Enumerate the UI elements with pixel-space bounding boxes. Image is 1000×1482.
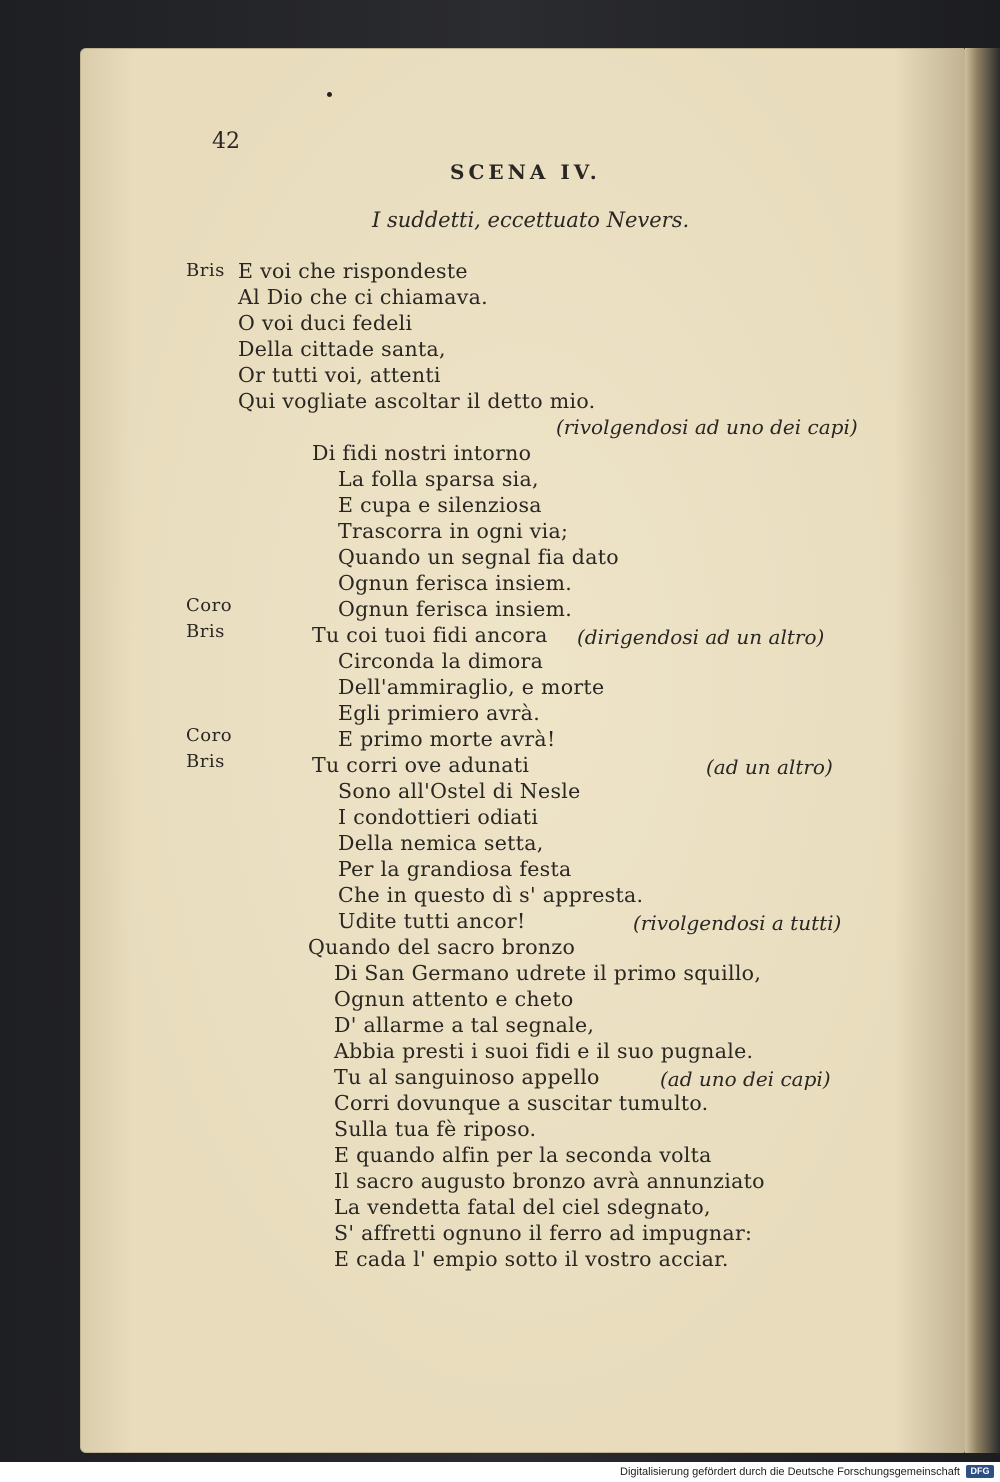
book-gutter	[965, 48, 1000, 1453]
verse-line: Trascorra in ogni via;	[338, 519, 569, 543]
verse-line: Abbia presti i suoi fidi e il suo pugnale.	[334, 1039, 754, 1063]
scene-title: SCENA IV.	[450, 160, 601, 184]
speaker-label: Bris	[186, 621, 225, 642]
verse-line: Di San Germano udrete il primo squillo,	[334, 961, 762, 985]
stage-direction: (rivolgendosi ad uno dei capi)	[556, 415, 858, 439]
verse-line: Tu corri ove adunati	[312, 753, 530, 777]
verse-line: Della nemica setta,	[338, 831, 544, 855]
speaker-label: Coro	[186, 725, 233, 746]
verse-line: Quando un segnal fia dato	[338, 545, 619, 569]
verse-line: Ognun ferisca insiem.	[338, 597, 573, 621]
stage-direction: (ad un altro)	[706, 755, 833, 779]
verse-line: D' allarme a tal segnale,	[334, 1013, 595, 1037]
speaker-label: Bris	[186, 751, 225, 772]
speaker-label: Bris	[186, 260, 225, 281]
verse-line: E cupa e silenziosa	[338, 493, 542, 517]
verse-line: La vendetta fatal del ciel sdegnato,	[334, 1195, 711, 1219]
verse-line: Dell'ammiraglio, e morte	[338, 675, 605, 699]
verse-line: Della cittade santa,	[238, 337, 446, 361]
verse-line: Quando del sacro bronzo	[308, 935, 576, 959]
verse-line: Il sacro augusto bronzo avrà annunziato	[334, 1169, 765, 1193]
verse-line: E voi che rispondeste	[238, 259, 468, 283]
footer-bar	[0, 1462, 1000, 1482]
verse-line: Tu al sanguinoso appello	[334, 1065, 600, 1089]
ink-spot	[327, 92, 332, 97]
verse-line: O voi duci fedeli	[238, 311, 413, 335]
stage-direction: (rivolgendosi a tutti)	[633, 911, 842, 935]
verse-line: Ognun attento e cheto	[334, 987, 574, 1011]
verse-line: Udite tutti ancor!	[338, 909, 526, 933]
speaker-label: Coro	[186, 595, 233, 616]
verse-line: E cada l' empio sotto il vostro acciar.	[334, 1247, 729, 1271]
dfg-logo-icon: DFG	[966, 1465, 994, 1478]
verse-line: Egli primiero avrà.	[338, 701, 541, 725]
verse-line: E primo morte avrà!	[338, 727, 556, 751]
page-number: 42	[212, 129, 240, 154]
verse-line: E quando alfin per la seconda volta	[334, 1143, 712, 1167]
stage-direction: (dirigendosi ad un altro)	[577, 625, 825, 649]
verse-line: Al Dio che ci chiamava.	[238, 285, 488, 309]
verse-line: Qui vogliate ascoltar il detto mio.	[238, 389, 596, 413]
verse-line: Sono all'Ostel di Nesle	[338, 779, 581, 803]
verse-line: S' affretti ognuno il ferro ad impugnar:	[334, 1221, 753, 1245]
verse-line: La folla sparsa sia,	[338, 467, 539, 491]
stage-direction: (ad uno dei capi)	[660, 1067, 831, 1091]
verse-line: Corri dovunque a suscitar tumulto.	[334, 1091, 709, 1115]
verse-line: Ognun ferisca insiem.	[338, 571, 573, 595]
verse-line: Sulla tua fè riposo.	[334, 1117, 537, 1141]
verse-line: I condottieri odiati	[338, 805, 539, 829]
verse-line: Per la grandiosa festa	[338, 857, 572, 881]
scene-subtitle: I suddetti, eccettuato Nevers.	[372, 208, 690, 232]
verse-line: Di fidi nostri intorno	[312, 441, 532, 465]
funding-credit: Digitalisierung gefördert durch die Deutsche Forschungsgemeinschaft	[620, 1466, 960, 1478]
verse-line: Tu coi tuoi fidi ancora	[312, 623, 548, 647]
verse-line: Or tutti voi, attenti	[238, 363, 441, 387]
verse-line: Circonda la dimora	[338, 649, 544, 673]
verse-line: Che in questo dì s' appresta.	[338, 883, 644, 907]
